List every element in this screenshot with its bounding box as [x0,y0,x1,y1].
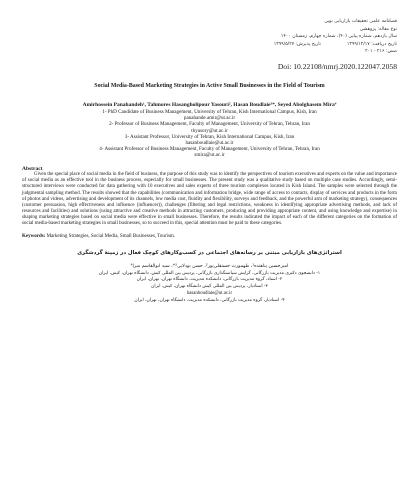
abstract-heading: Abstract [22,165,43,172]
persian-affiliation-3-email[interactable]: hasanboudlaie@ut.ac.ir [186,290,233,296]
persian-affiliation-3 [22,284,397,298]
affiliation-3-text: 3- Assistant Professor, University of Tehran, Kish International Campus, Kish, Iran [124,133,295,140]
affiliation-4-email[interactable]: smira@ut.ac.ir [194,152,225,159]
journal-name: فصلنامه علمی تحقیقات بازاریابی نوین [324,19,397,24]
affiliation-2-email[interactable]: thyasory@ut.ac.ir [191,127,228,134]
accepted-date: تاریخ پذیرش: ۱۳۹۹/۵/۲۷ [273,41,321,47]
keywords-text: Marketing Strategies, Social Media, Small Businesses, Tourism. [46,233,176,239]
paper-title: Social Media-Based Marketing Strategies in Active Small Businesses in the Field of Tourism [94,82,325,89]
affiliation-3-email[interactable]: hasanboudlaie@ut.ac.ir [185,139,234,146]
article-type: نوع مقاله: پژوهشی [359,26,397,32]
affiliation-4-text: 4- Assistant Professor of Business Management, Faculty of Management, University of Tehran, Tehran, Iran [99,146,320,153]
journal-dates [22,41,397,49]
journal-pages: صص: ۲۱۶ - ۲۰۱ [365,49,397,55]
persian-authors: امیرحسین پناهنده¹، طهمورث حسنقلی‌پور²، حسن بودلایی³*، سید ابوالقاسم میرا⁴ [130,263,289,269]
persian-affiliation-4: ۴- استادیار، گروه مدیریت بازرگانی، دانشکده مدیریت، دانشگاه تهران، تهران، ایران [134,297,285,303]
persian-affiliation-1: ۱- دانشجوی دکتری مدیریت بازرگانی، گرایش سیاستگذاری بازرگانی، پردیس بین المللی کیش، دانشگاه تهران، کیش، ایران [98,270,321,276]
affiliation-3 [22,134,397,146]
persian-affiliation-2: ۲- استاد، گروه مدیریت بازرگانی، دانشکده مدیریت، دانشگاه تهران، تهران، ایران [136,277,283,283]
affiliation-1-text: 1- PhD Candidate of Business Management, University of Tehran, Kish International Campus, Kish, Iran [102,108,317,115]
doi-link[interactable]: Doi: 10.22108/nmrj.2020.122047.2058 [277,61,397,71]
paper-authors: Amirhossein Panahandeh¹, Tahmores Hasangholipour Yasouri², Hasan Boudlaie³*, Seyed Abolghasem Mira⁴ [82,101,337,108]
keywords [22,234,397,240]
journal-header [22,18,397,56]
affiliation-1-email[interactable]: panahande.amir@ut.ac.ir [183,115,236,122]
abstract-text: Given the special place of social media in the field of business, the purpose of this study was to identify the perspectives of tourism executives and experts on the value and importance of social media as an effective tool in the business process, especially for small businesses. The present study was a qualitative study based on multiple case studies. Accordingly, semi-structured interviews were conducted for data gathering with 10 executives and sales experts of three tourism complexes located in Kish Island. The samples were selected through the judgmental sampling method. The results showed that the capabilities (communication and information bridge, wide range of access to contacts, display of services and products in the form of photos and videos, advertising and development of its channels, low media cost, fluidity and flexibility, surveys and feedback, and the powerful arm of marketing strategy), consequences (customer persuasion, high effectiveness and influence (influencer)), challenges (filtering and legal restrictions, weakness in identifying appropriate advertising methods, and lack of resources and facilities) and solutions (using attractive and creative methods in attracting customers, producing and providing appropriate content, and using knowledge and expertise) in shaping marketing strategies based on social media were effective in small businesses. Therefore, the results indicated the impact of each of the different categories on the formation of social media-based marketing strategies in small businesses, so to succeed in this, special attention must be paid to these categories. [22,172,397,227]
affiliation-4 [22,146,397,158]
affiliation-2 [22,121,397,133]
affiliation-2-text: 2- Professor of Business Management, Faculty of Management, University of Tehran, Tehran, Iran [109,121,310,128]
persian-title: استراتژی‌های بازاریابی مبتنی بر رسانه‌های اجتماعی در کسب‌وکارهای کوچک فعال در زمینهٔ گردشگری [77,249,342,256]
keywords-label: Keywords: [22,233,46,239]
persian-affiliation-3-text: ۳- استادیار، پردیس بین المللی کیش دانشگاه تهران، کیش، ایران [151,284,268,290]
received-date: تاریخ دریافت: ۱۳۹۹/۱۲/۱۷ [346,41,397,47]
journal-issue: سال یازدهم، شماره پیاپی (۴۰)، شماره چهارم، زمستان ۱۴۰۰ [280,34,397,40]
affiliation-1 [22,109,397,121]
